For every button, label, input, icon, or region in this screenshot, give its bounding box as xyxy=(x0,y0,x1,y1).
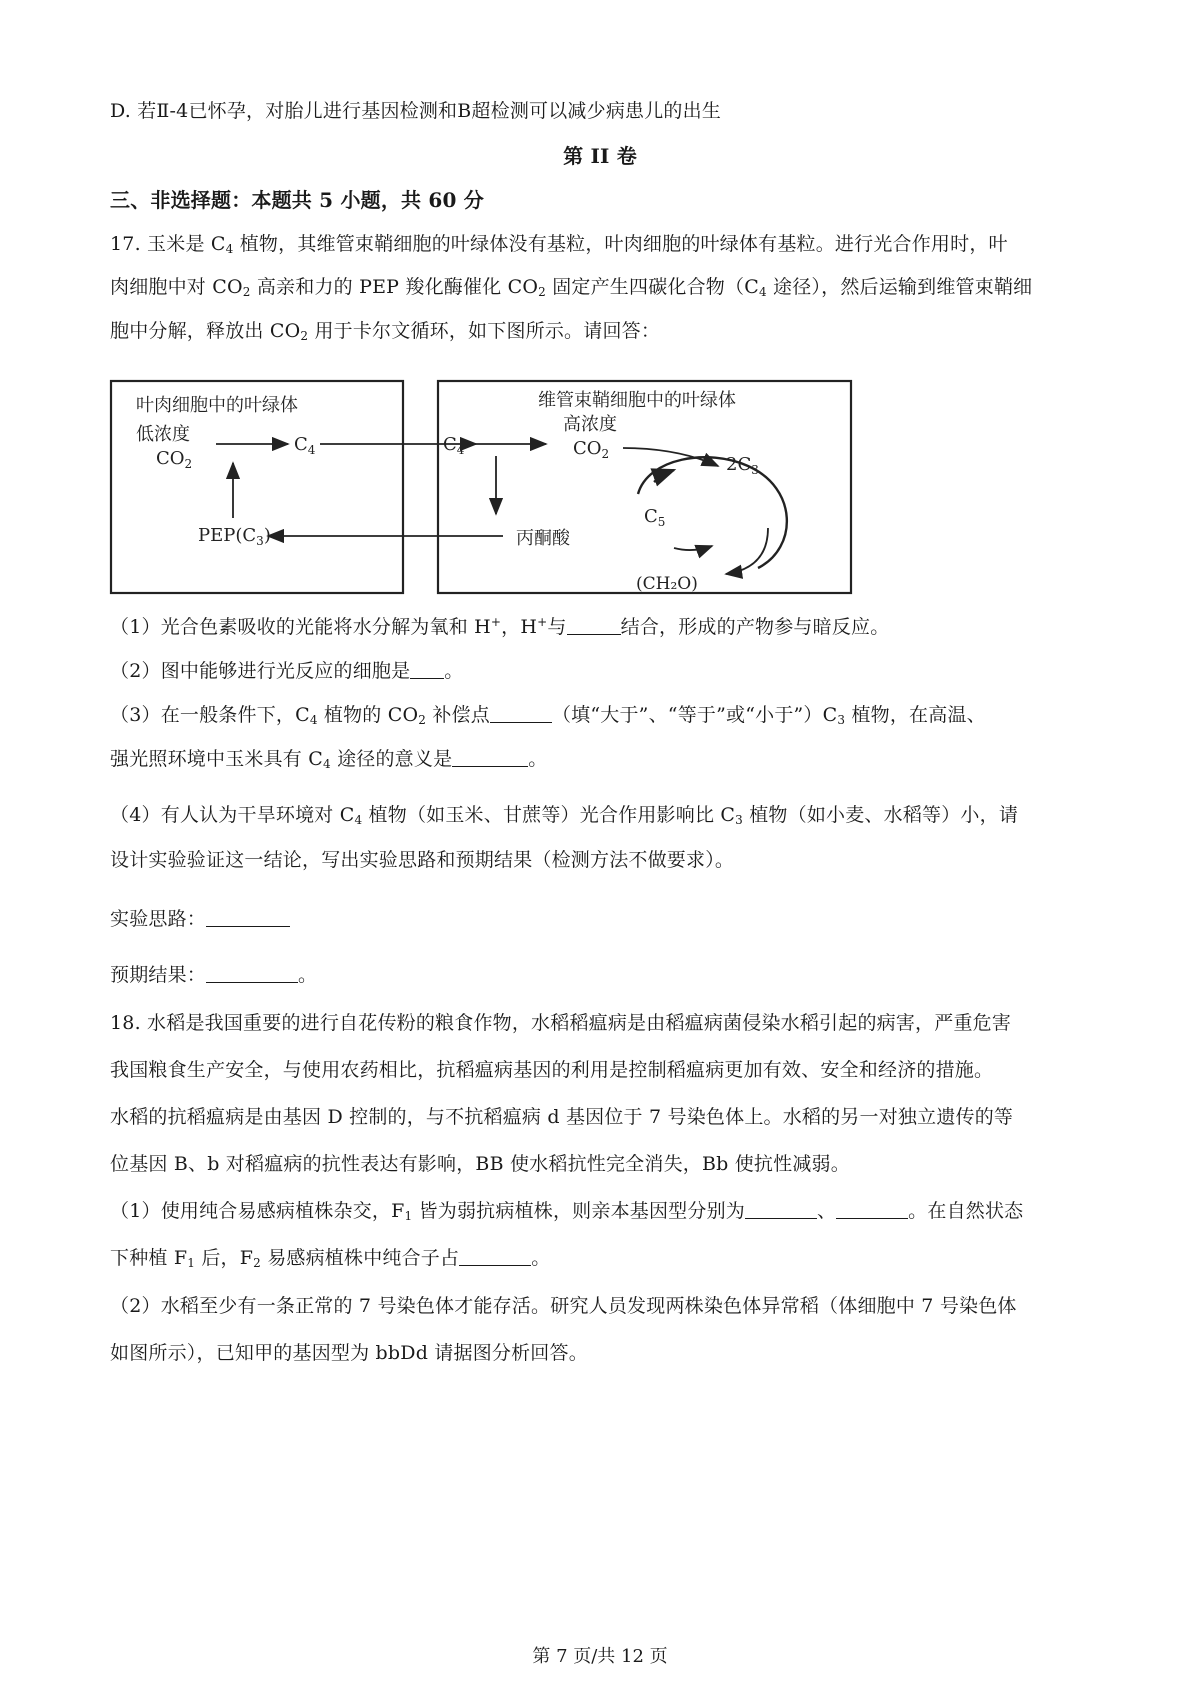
arrow-c5-return xyxy=(674,546,712,550)
q18-part-2-cont: 如图所示），已知甲的基因型为 bbDd 请据图分析回答。 xyxy=(110,1342,588,1364)
blank[interactable] xyxy=(745,1200,817,1219)
c4-pathway-diagram xyxy=(108,378,856,598)
page-footer: 第 7 页/共 12 页 xyxy=(532,1646,668,1667)
q18-part-1-cont: 下种植 $F_1$ 后，$F_2$ 易感病植株中纯合子占 。 xyxy=(110,1247,551,1270)
expected-result: 预期结果： 。 xyxy=(110,964,318,986)
section-title: 第 II 卷 xyxy=(563,144,637,168)
q17-part-4: （4）有人认为干旱环境对 $C_4$ 植物（如玉米、甘蔗等）光合作用影响比 $C_3$ 植物（如小麦、水稻等）小，请 xyxy=(110,804,1019,827)
right-box-title: 维管束鞘细胞中的叶绿体 xyxy=(538,390,736,411)
two-c3-label: $2C_3$ xyxy=(726,454,759,477)
calvin-cycle-arc xyxy=(638,457,787,568)
pep-label: $PEP(C_3)$ xyxy=(198,525,271,548)
q17-line-3: 胞中分解，释放出 $CO_2$ 用于卡尔文循环，如下图所示。请回答： xyxy=(110,320,661,343)
blank[interactable] xyxy=(206,908,290,927)
blank[interactable] xyxy=(836,1200,908,1219)
left-box-title: 叶肉细胞中的叶绿体 xyxy=(136,395,298,416)
ch2o-label: (CH₂O) xyxy=(636,574,698,594)
part3-heading: 三、非选择题：本题共 5 小题，共 60 分 xyxy=(110,188,484,212)
c4-right: $C_4$ xyxy=(443,434,465,457)
q17-part-2: （2）图中能够进行光反应的细胞是 。 xyxy=(110,660,464,682)
c4-left: $C_4$ xyxy=(294,434,316,457)
q18-line-3: 水稻的抗稻瘟病是由基因 D 控制的，与不抗稻瘟病 d 基因位于 7 号染色体上。水稻的另一对独立遗传的等 xyxy=(110,1106,1014,1128)
arrow-c5-to-2c3 xyxy=(654,470,674,482)
q18-part-1: （1）使用纯合易感病植株杂交，$F_1$ 皆为弱抗病植株，则亲本基因型分别为 、 。在自然状态 xyxy=(110,1200,1024,1223)
blank[interactable] xyxy=(206,964,298,983)
blank[interactable] xyxy=(490,704,552,723)
c5-label: $C_5$ xyxy=(644,506,666,529)
blank[interactable] xyxy=(459,1247,531,1266)
q17-part-4-cont: 设计实验验证这一结论，写出实验思路和预期结果（检测方法不做要求）。 xyxy=(110,849,735,871)
q17-part-1: （1）光合色素吸收的光能将水分解为氧和 H+，H+与 结合，形成的产物参与暗反应。 xyxy=(110,615,890,638)
q17-line-1: 17. 玉米是 $C_4$ 植物，其维管束鞘细胞的叶绿体没有基粒，叶肉细胞的叶绿体有基粒。进行光合作用时，叶 xyxy=(110,233,1008,256)
co2-left: $CO_2$ xyxy=(156,448,193,471)
blank[interactable] xyxy=(452,748,528,767)
high-concentration-label: 高浓度 xyxy=(563,414,617,435)
q18-part-2: （2）水稻至少有一条正常的 7 号染色体才能存活。研究人员发现两株染色体异常稻（体细胞中 7 号染色体 xyxy=(110,1295,1017,1317)
q18-line-4: 位基因 B、b 对稻瘟病的抗性表达有影响，BB 使水稻抗性完全消失，Bb 使抗性减弱。 xyxy=(110,1153,850,1175)
q17-part-3-cont: 强光照环境中玉米具有 $C_4$ 途径的意义是 。 xyxy=(110,748,548,771)
low-concentration-label: 低浓度 xyxy=(136,424,190,445)
q18-line-2: 我国粮食生产安全，与使用农药相比，抗稻瘟病基因的利用是控制稻瘟病更加有效、安全和经济的措施。 xyxy=(110,1059,994,1081)
q18-line-1: 18. 水稻是我国重要的进行自花传粉的粮食作物，水稻稻瘟病是由稻瘟病菌侵染水稻引起的病害，严重危害 xyxy=(110,1012,1012,1034)
experiment-idea: 实验思路： xyxy=(110,904,290,931)
blank[interactable] xyxy=(410,660,444,679)
blank[interactable] xyxy=(567,616,621,635)
option-d: D. 若Ⅱ-4已怀孕，对胎儿进行基因检测和B超检测可以减少病患儿的出生 xyxy=(110,100,722,122)
q17-part-3: （3）在一般条件下，$C_4$ 植物的 $CO_2$ 补偿点 （填“大于”、“等于”或“小于$”)C_3$ 植物，在高温、 xyxy=(110,704,986,727)
q17-line-2: 肉细胞中对 $CO_2$ 高亲和力的 PEP 羧化酶催化 $CO_2$ 固定产生四碳化合物（$C_4$ 途径），然后运输到维管束鞘细 xyxy=(110,276,1033,299)
pyruvate-label: 丙酮酸 xyxy=(516,528,570,549)
bundle-sheath-box xyxy=(438,381,851,593)
co2-right: $CO_2$ xyxy=(573,438,610,461)
